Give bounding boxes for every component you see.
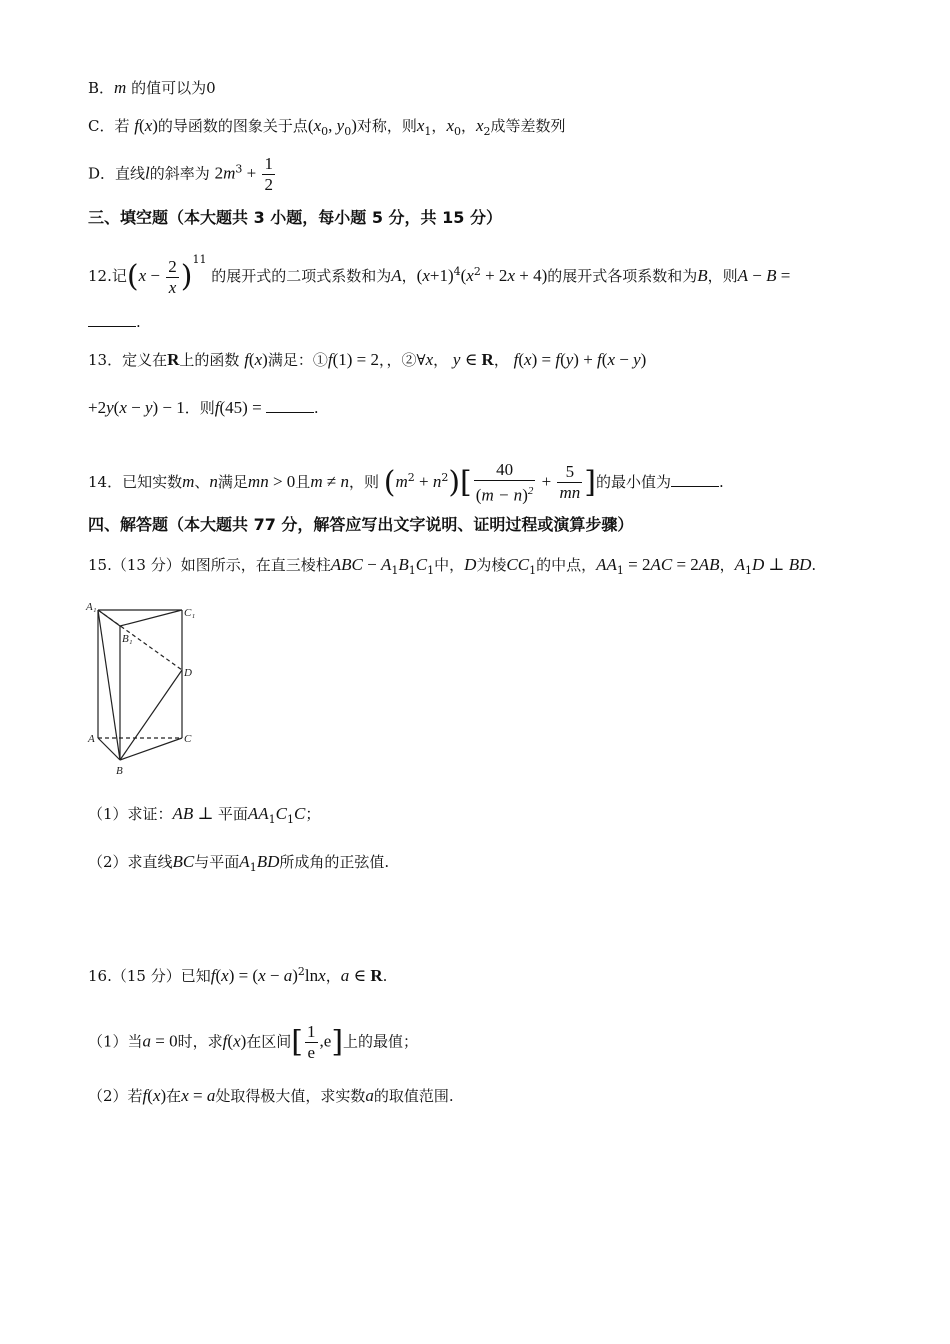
question-15-part1: （1）求证：AB ⊥ 平面$AA_1C_1C$； — [88, 804, 321, 826]
question-16: 16.（15 分）已知$f(x) = (x - a)^2\ln x$，a ∈ R. — [88, 965, 388, 985]
question-13-cont: +2y(x − y) − 1．则f(45) = . — [88, 398, 319, 417]
question-12: 12.记(x − $\frac{2}{x}$ )$^{11}$ 的展开式的二项式系数和为A，$(x+1)^4(x^2 + 2x + 4)$的展开式各项系数和为B，则A − B = — [88, 253, 791, 297]
label-c: C — [184, 733, 192, 745]
label-a1: A₁ — [86, 601, 97, 613]
answer-blank — [266, 398, 314, 413]
option-c: C．若 f(x)的导函数的图象关于点($x_0$, $y_0$)对称，则$x_1$，$x_0$，$x_2$成等差数列 — [88, 116, 566, 138]
section-4-title: 四、解答题（本大题共 77 分，解答应写出文字说明、证明过程或演算步骤） — [88, 515, 634, 534]
question-16-part1: （1）当a = 0时，求f(x)在区间[ $\frac{1}{e}$ ,e]上的最值； — [88, 1022, 419, 1062]
label-c1: C₁ — [184, 607, 196, 619]
answer-blank — [671, 472, 719, 487]
option-d: D．直线l的斜率为 $2m^3$ + $\frac{1}{2}$ — [88, 154, 273, 194]
option-b: B．m 的值可以为0 — [88, 78, 216, 97]
question-13: 13．定义在R上的函数 f(x)满足：①f(1) = 2，，②∀x， y ∈ R， f(x) = f(y) + f(x − y) — [88, 350, 647, 369]
label-a: A — [88, 733, 95, 745]
question-16-part2: （2）若f(x)在x = a处取得极大值，求实数a的取值范围. — [88, 1086, 454, 1105]
question-15-part2: （2）求直线BC与平面$A_1BD$所成角的正弦值. — [88, 852, 390, 874]
prism-figure — [84, 598, 204, 778]
label-b1: B₁ — [122, 633, 133, 645]
answer-blank — [88, 312, 136, 327]
section-3-title: 三、填空题（本大题共 3 小题，每小题 5 分，共 15 分） — [88, 208, 502, 227]
question-15: 15.（13 分）如图所示，在直三棱柱ABC − $A_1B_1C_1$中，D为棱$CC_1$的中点，$AA_1 = 2AC = 2AB$，$A_1D$ ⊥ BD. — [88, 555, 817, 577]
question-12-blank: . — [88, 312, 141, 332]
label-d: D — [184, 667, 192, 679]
label-b: B — [116, 765, 123, 777]
question-14: 14．已知实数m、n满足mn > 0且m ≠ n，则 $(m^2 + n^2)$[ $\frac{40}{(m - n)^2}$ + $\frac{5}{mn}$ ]的最小值为 . — [88, 460, 724, 505]
